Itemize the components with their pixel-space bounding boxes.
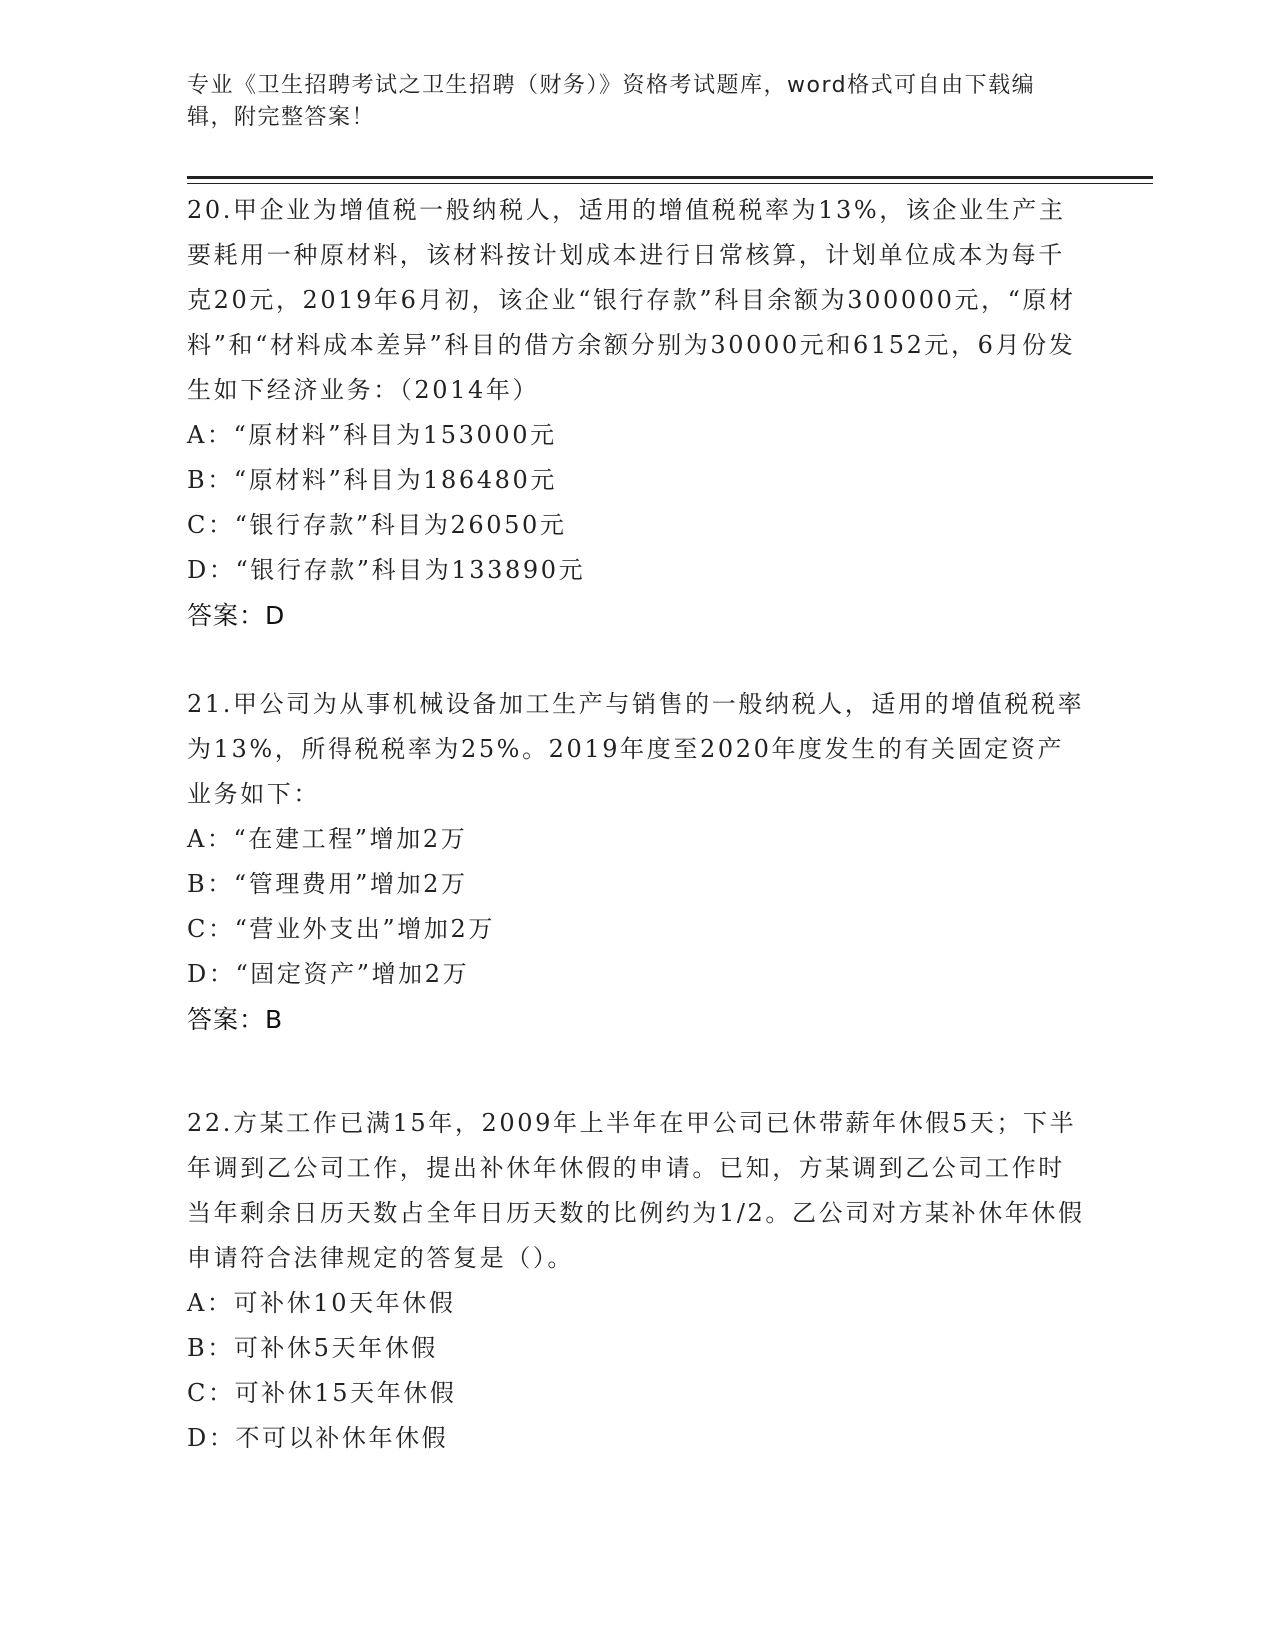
option-d: D：“银行存款”科目为133890元 <box>187 556 586 584</box>
option-list <box>187 1281 1087 1461</box>
option-list <box>187 817 1087 997</box>
question-stem: 21.甲公司为从事机械设备加工生产与销售的一般纳税人，适用的增值税税率为13%，所得税税率为25%。2019年度至2020年度发生的有关固定资产业务如下： <box>187 690 1085 808</box>
option-list <box>187 413 1087 593</box>
option-d: D：不可以补休年休假 <box>187 1424 449 1452</box>
header-divider-thick <box>187 176 1153 179</box>
option-a: A：可补休10天年休假 <box>187 1289 456 1317</box>
answer-line: 答案：D <box>187 601 286 630</box>
option-b: B：可补休5天年休假 <box>187 1334 438 1362</box>
option-b: B：“管理费用”增加2万 <box>187 870 468 898</box>
question-20 <box>187 188 1087 639</box>
question-22 <box>187 1101 1087 1461</box>
document-header <box>187 70 1067 134</box>
question-21 <box>187 682 1087 1043</box>
option-b: B：“原材料”科目为186480元 <box>187 466 557 494</box>
option-a: A：“原材料”科目为153000元 <box>187 421 557 449</box>
header-intro: 专业《卫生招聘考试之卫生招聘（财务）》资格考试题库，word格式可自由下载编辑，附完整答案！ <box>187 73 1036 130</box>
question-stem: 20.甲企业为增值税一般纳税人，适用的增值税税率为13%，该企业生产主要耗用一种原材料，该材料按计划成本进行日常核算，计划单位成本为每千克20元，2019年6月初，该企业“银行存款”科目余额为300000元，“原材料”和“材料成本差异”科目的借方余额分别为30000元和6152元，6月份发生如下经济业务：（2014年） <box>187 196 1076 404</box>
header-divider-thin <box>187 183 1153 184</box>
option-d: D：“固定资产”增加2万 <box>187 960 470 988</box>
option-a: A：“在建工程”增加2万 <box>187 825 468 853</box>
question-stem: 22.方某工作已满15年，2009年上半年在甲公司已休带薪年休假5天；下半年调到乙公司工作，提出补休年休假的申请。已知，方某调到乙公司工作时当年剩余日历天数占全年日历天数的比例约为1/2。乙公司对方某补休年休假申请符合法律规定的答复是（）。 <box>187 1109 1085 1272</box>
option-c: C：“银行存款”科目为26050元 <box>187 511 567 539</box>
option-c: C：“营业外支出”增加2万 <box>187 915 495 943</box>
option-c: C：可补休15天年休假 <box>187 1379 457 1407</box>
answer-line: 答案：B <box>187 1005 284 1034</box>
